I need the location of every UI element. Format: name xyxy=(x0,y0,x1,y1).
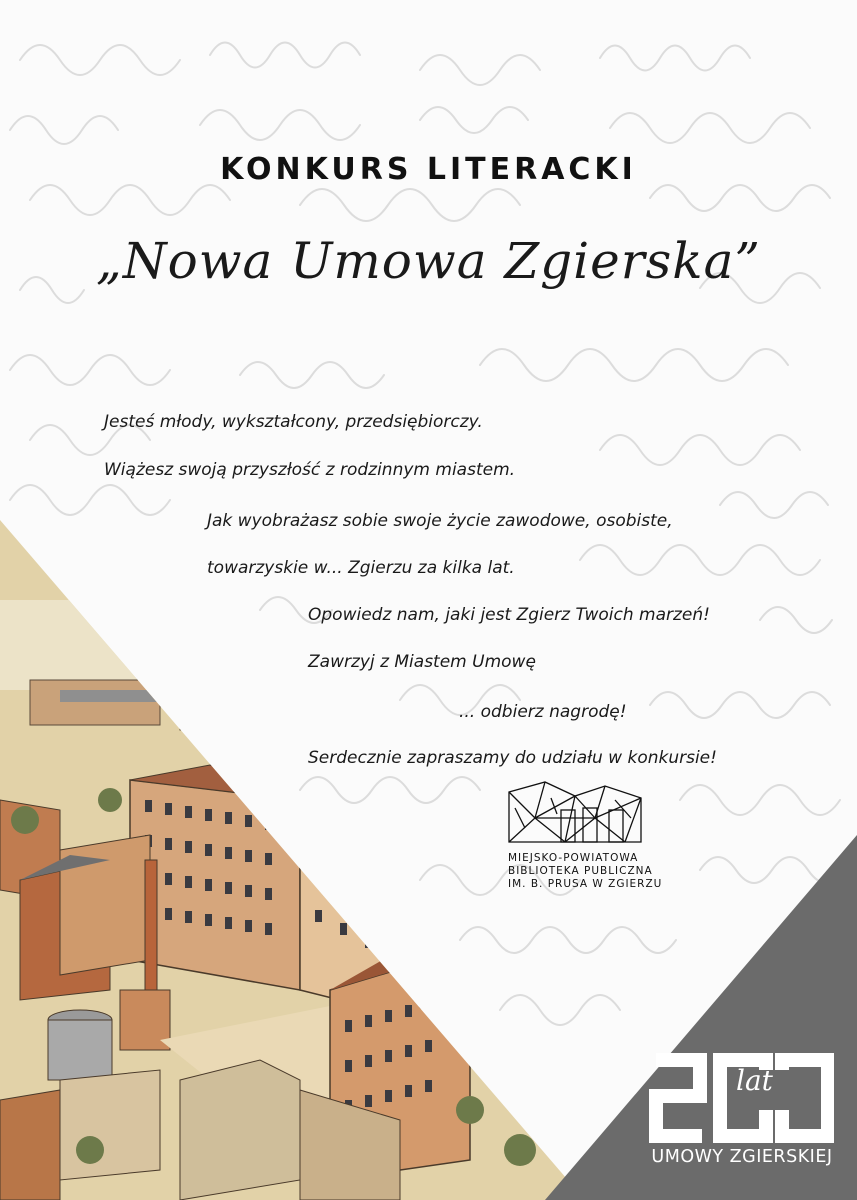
body-line: Zawrzyj z Miastem Umowę xyxy=(308,652,536,672)
contest-subtitle: „Nowa Umowa Zgierska” xyxy=(96,232,761,290)
library-name-line: IM. B. PRUSA W ZGIERZU xyxy=(508,878,663,890)
body-line: ... odbierz nagrodę! xyxy=(459,702,627,722)
body-line: Opowiedz nam, jaki jest Zgierz Twoich marzeń! xyxy=(308,605,710,625)
anniversary-caption: UMOWY ZGIERSKIEJ xyxy=(651,1147,833,1167)
library-logo-icon xyxy=(505,778,645,846)
anniversary-lat: lat xyxy=(736,1064,773,1097)
library-name-line: BIBLIOTEKA PUBLICZNA xyxy=(508,865,653,877)
library-name-line: MIEJSKO-POWIATOWA xyxy=(508,852,639,864)
contest-title: KONKURS LITERACKI xyxy=(220,152,637,187)
body-line: Serdecznie zapraszamy do udziału w konkursie! xyxy=(308,748,717,768)
body-line: towarzyskie w... Zgierzu za kilka lat. xyxy=(207,558,515,578)
body-line: Wiążesz swoją przyszłość z rodzinnym miastem. xyxy=(104,460,516,480)
body-line: Jak wyobrażasz sobie swoje życie zawodowe, osobiste, xyxy=(207,511,673,531)
library-name xyxy=(508,852,668,891)
body-line: Jesteś młody, wykształcony, przedsiębiorczy. xyxy=(104,412,483,432)
